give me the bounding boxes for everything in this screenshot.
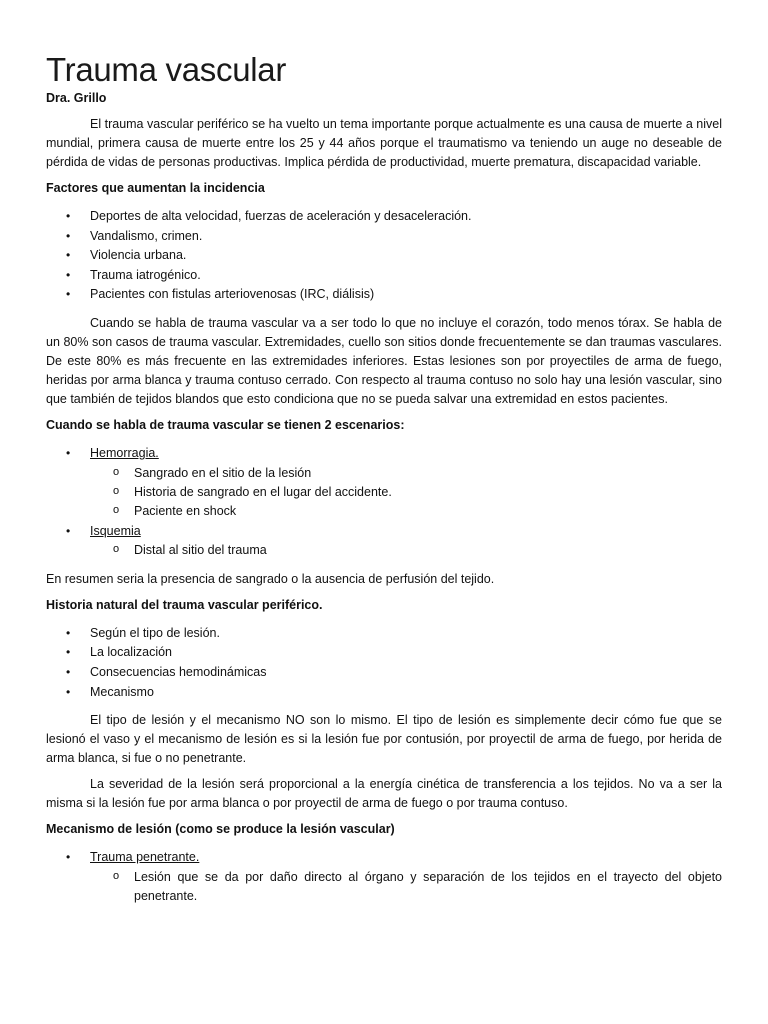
sublist-item: o Lesión que se da por daño directo al órgano y separación de los tejidos en el trayecto del objeto penetrante.	[90, 868, 722, 907]
bullet-icon: •	[66, 645, 71, 660]
bullet-icon: •	[66, 267, 71, 282]
circle-bullet-icon: o	[113, 504, 120, 517]
list-item: • La localización	[46, 643, 722, 663]
circle-bullet-icon: o	[113, 484, 120, 497]
bullet-icon: •	[66, 625, 71, 640]
trauma-penetrante-sublist	[90, 868, 722, 907]
sublist-item: o Paciente en shock	[90, 502, 722, 521]
list-item: • Violencia urbana.	[46, 246, 722, 266]
resumen-paragraph: En resumen seria la presencia de sangrado o la ausencia de perfusión del tejido.	[46, 571, 495, 586]
trauma-definition-paragraph: Cuando se habla de trauma vascular va a ser todo lo que no incluye el corazón, todo menos tórax. Se habla de un 80% son casos de trauma vascular. Extremidades, cuello son sitios donde frecuentemente se dan traumas vasculares. De este 80% es más frecuente en las extremidades inferiores. Estas lesiones son por proyectiles de arma de fuego, heridas por arma blanca y trauma contuso cerrado. Con respecto al trauma contuso no solo hay una lesión vascular, sino que también de tejidos blandos que esto condiciona que no se pueda salvar una extremidad en estos pacientes.	[46, 315, 722, 406]
mecanismo-list	[46, 848, 722, 906]
list-item: • Trauma iatrogénico.	[46, 266, 722, 286]
escenarios-heading: Cuando se habla de trauma vascular se tienen 2 escenarios:	[46, 417, 405, 432]
circle-bullet-icon: o	[113, 869, 120, 882]
mecanismo-heading: Mecanismo de lesión (como se produce la lesión vascular)	[46, 822, 395, 837]
bullet-icon: •	[66, 445, 71, 460]
page-title: Trauma vascular	[46, 51, 287, 88]
list-item-trauma-penetrante: • Trauma penetrante. o Lesión que se da por daño directo al órgano y separación de los tejidos en el trayecto del objeto penetrante.	[46, 848, 722, 906]
intro-paragraph: El trauma vascular periférico se ha vuelto un tema importante porque actualmente es una causa de muerte a nivel mundial, primera causa de muerte entre los 25 y 44 años porque el traumatismo va teniendo un auge no deseable de pérdida de vidas de personas productivas. Implica pérdida de productividad, muerte prematura, discapacidad variable.	[46, 117, 722, 169]
sublist-item: o Sangrado en el sitio de la lesión	[90, 464, 722, 483]
list-item-isquemia: • Isquemia o Distal al sitio del trauma	[46, 522, 722, 561]
circle-bullet-icon: o	[113, 543, 120, 556]
bullet-icon: •	[66, 209, 71, 223]
bullet-icon: •	[66, 523, 71, 538]
sublist-item: o Historia de sangrado en el lugar del accidente.	[90, 483, 722, 502]
historia-list	[46, 624, 722, 702]
list-item: • Según el tipo de lesión.	[46, 624, 722, 644]
escenarios-list	[46, 444, 722, 561]
list-item: • Deportes de alta velocidad, fuerzas de aceleración y desaceleración.	[46, 207, 722, 227]
tipo-lesion-paragraph: El tipo de lesión y el mecanismo NO son lo mismo. El tipo de lesión es simplemente decir cómo fue que se lesionó el vaso y el mecanismo de lesión es si la lesión fue por contusión, por proyectil de arma de fuego, por herida de arma blanca, si fue o no penetrante.	[46, 713, 722, 766]
bullet-icon: •	[66, 664, 71, 679]
list-item: • Vandalismo, crimen.	[46, 227, 722, 247]
bullet-icon: •	[66, 228, 71, 243]
isquemia-sublist	[90, 541, 722, 560]
author: Dra. Grillo	[46, 91, 107, 105]
hemorragia-sublist	[90, 464, 722, 522]
list-item: • Consecuencias hemodinámicas	[46, 663, 722, 683]
list-item-hemorragia: • Hemorragia. o Sangrado en el sitio de la lesión o Historia de sangrado en el lugar del accidente. o Paciente en shock	[46, 444, 722, 522]
circle-bullet-icon: o	[113, 465, 120, 478]
factores-heading: Factores que aumentan la incidencia	[46, 181, 265, 195]
bullet-icon: •	[66, 287, 71, 302]
factores-list	[46, 207, 722, 305]
bullet-icon: •	[66, 850, 71, 865]
sublist-item: o Distal al sitio del trauma	[90, 541, 722, 560]
list-item: • Pacientes con fistulas arteriovenosas (IRC, diálisis)	[46, 285, 722, 305]
bullet-icon: •	[66, 684, 71, 699]
bullet-icon: •	[66, 248, 71, 263]
list-item: • Mecanismo	[46, 683, 722, 703]
severidad-paragraph: La severidad de la lesión será proporcional a la energía cinética de transferencia a los tejidos. No va a ser la misma si la lesión fue por arma blanca o por proyectil de arma de fuego o por trauma contuso.	[46, 777, 722, 811]
historia-heading: Historia natural del trauma vascular periférico.	[46, 597, 323, 612]
